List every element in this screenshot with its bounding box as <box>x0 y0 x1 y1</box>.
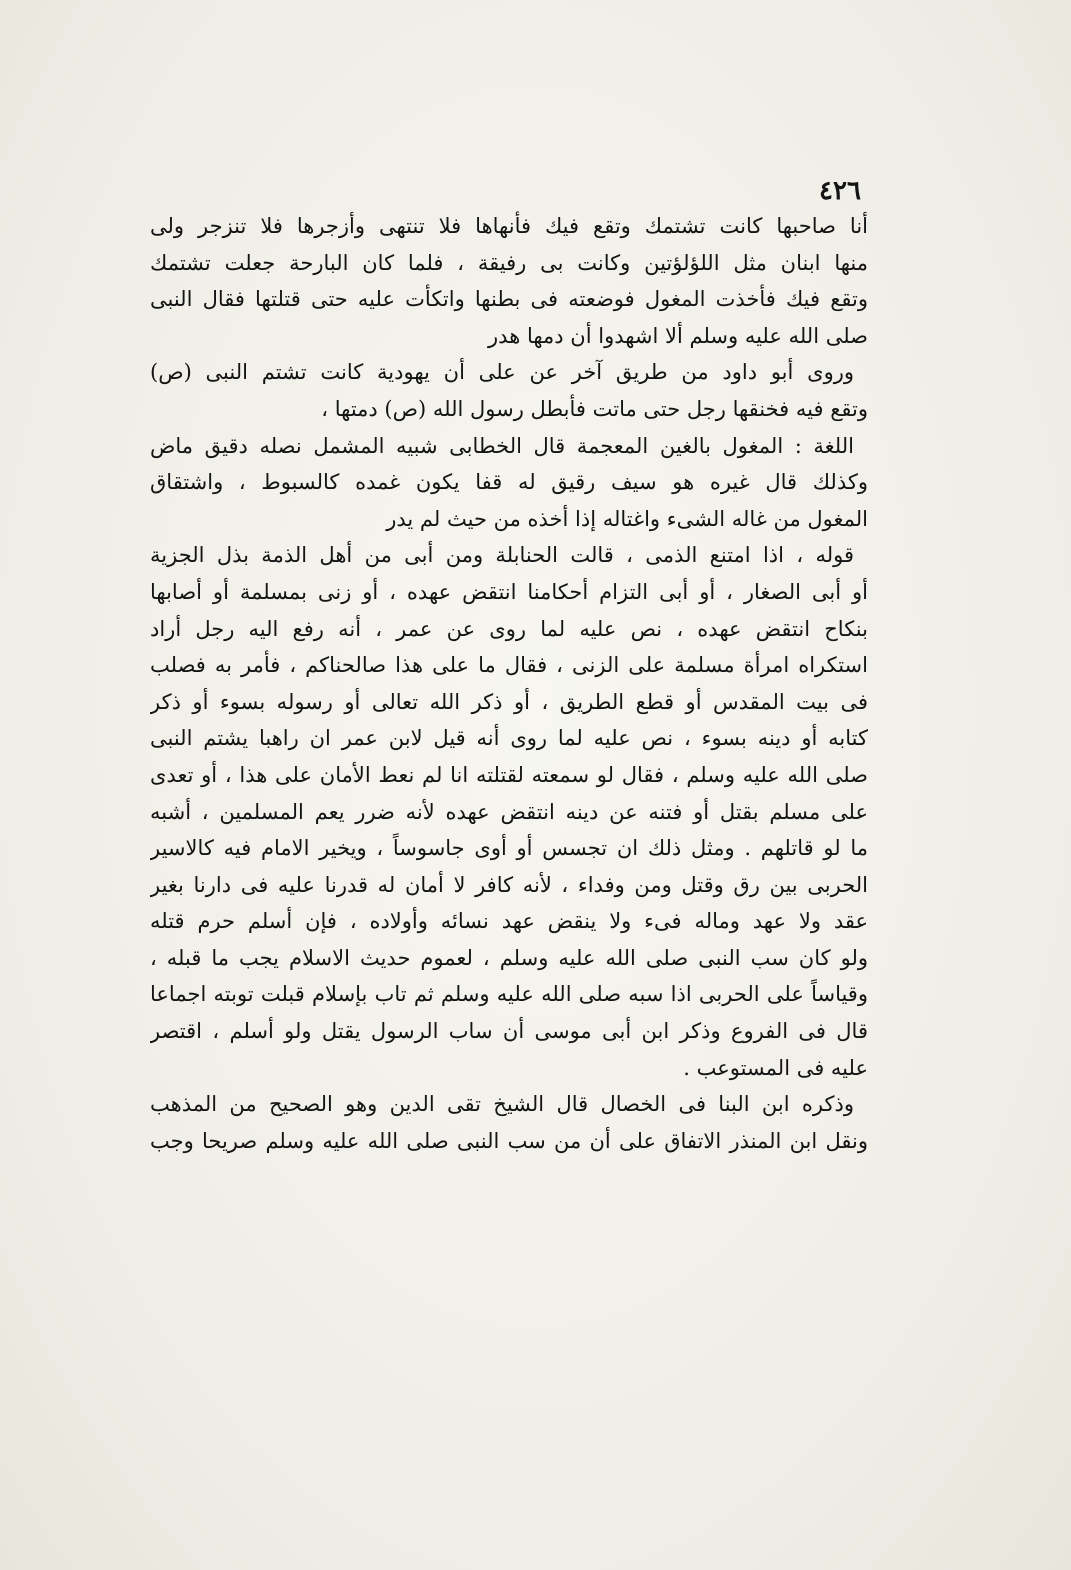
text-line: استكراه امرأة مسلمة على الزنى ، فقال ما على هذا صالحناكم ، فأمر به فصلب <box>150 653 868 678</box>
text-line: وذكره ابن البنا فى الخصال قال الشيخ تقى الدين وهو الصحيح من المذهب <box>150 1092 854 1117</box>
text-line: صلى الله عليه وسلم ، فقال لو سمعته لقتلته انا لم نعط الأمان على هذا ، أو تعدى <box>150 762 868 787</box>
text-line: صلى الله عليه وسلم ألا اشهدوا أن دمها هدر <box>488 323 868 348</box>
text-line: وكذلك قال غيره هو سيف رقيق له قفا يكون غمده كالسبوط ، واشتقاق <box>150 470 868 495</box>
text-line: أو أبى الصغار ، أو أبى التزام أحكامنا انتقض عهده ، أو زنى بمسلمة أو أصابها <box>150 579 868 604</box>
text-line: وروى أبو داود من طريق آخر عن على أن يهودية كانت تشتم النبى (ص) <box>150 360 854 385</box>
text-line: على مسلم بقتل أو فتنه عن دينه انتقض عهده لأنه ضرر يعم المسلمين ، أشبه <box>150 799 868 824</box>
text-line: فى بيت المقدس أو قطع الطريق ، أو ذكر الله تعالى أو رسوله بسوء أو ذكر <box>150 689 868 714</box>
text-line: بنكاح انتقض عهده ، نص عليه لما روى عن عمر ، أنه رفع اليه رجل أراد <box>150 616 868 641</box>
text-line: وتقع فيك فأخذت المغول فوضعته فى بطنها واتكأت عليه حتى قتلتها فقال النبى <box>150 287 868 312</box>
text-line: الحربى بين رق وقتل ومن وفداء ، لأنه كافر لا أمان له قدرنا عليه فى دارنا بغير <box>150 872 868 897</box>
page-number: ٤٢٦ <box>819 176 861 206</box>
text-line: المغول من غاله الشىء واغتاله إذا أخذه من حيث لم يدر <box>386 506 868 531</box>
body-text <box>150 208 868 1159</box>
text-line: منها ابنان مثل اللؤلؤتين وكانت بى رفيقة ، فلما كان البارحة جعلت تشتمك <box>150 250 868 275</box>
text-line: قوله ، اذا امتنع الذمى ، قالت الحنابلة ومن أبى من أهل الذمة بذل الجزية <box>150 543 854 568</box>
text-line: وتقع فيه فخنقها رجل حتى ماتت فأبطل رسول الله (ص) دمتها ، <box>321 396 868 421</box>
text-line: كتابه أو دينه بسوء ، نص عليه لما روى أنه قيل لابن عمر ان راهبا يشتم النبى <box>150 726 868 751</box>
text-line: وقياساً على الحربى اذا سبه صلى الله عليه وسلم ثم تاب بإسلام قبلت توبته اجماعا <box>150 982 868 1007</box>
text-line: ولو كان سب النبى صلى الله عليه وسلم ، لعموم حديث الاسلام يجب ما قبله ، <box>150 945 868 970</box>
text-line: قال فى الفروع وذكر ابن أبى موسى أن ساب الرسول يقتل ولو أسلم ، اقتصر <box>150 1019 868 1044</box>
text-line: ما لو قاتلهم . ومثل ذلك ان تجسس أو أوى جاسوساً ، ويخير الامام فيه كالاسير <box>150 836 868 861</box>
text-line: عقد ولا عهد وماله فىء ولا ينقض عهد نسائه وأولاده ، فإن أسلم حرم قتله <box>150 909 868 934</box>
text-line: عليه فى المستوعب . <box>683 1055 868 1080</box>
text-line: اللغة : المغول بالغين المعجمة قال الخطابى شبيه المشمل نصله دقيق ماض <box>150 433 854 458</box>
text-line: أنا صاحبها كانت تشتمك وتقع فيك فأنهاها فلا تنتهى وأزجرها فلا تنزجر ولى <box>150 214 868 238</box>
text-line: ونقل ابن المنذر الاتفاق على أن من سب النبى صلى الله عليه وسلم صريحا وجب <box>150 1128 868 1153</box>
